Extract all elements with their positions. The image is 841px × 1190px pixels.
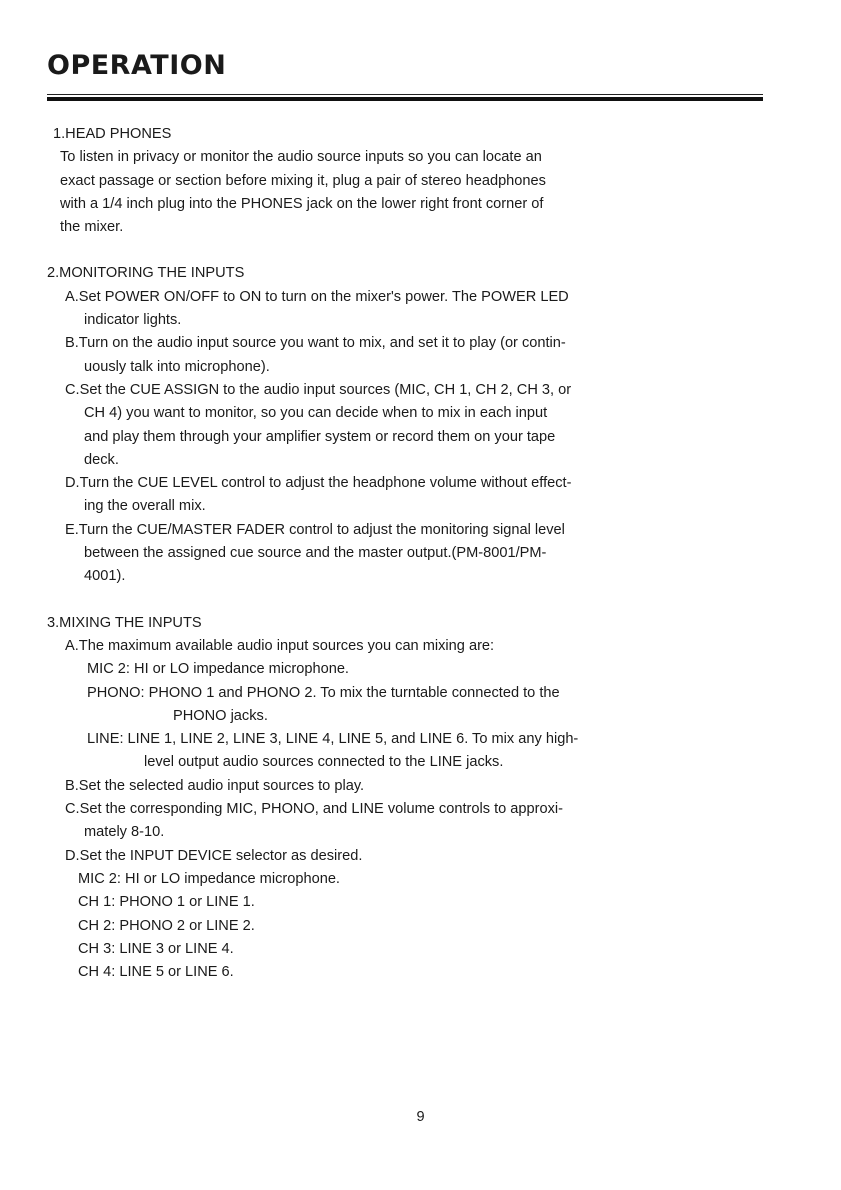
section-3-heading: 3.MIXING THE INPUTS [47, 614, 202, 631]
section-1-line: exact passage or section before mixing it, plug a pair of stereo headphones [60, 172, 546, 189]
section-2-item-a: A.Set POWER ON/OFF to ON to turn on the mixer's power. The POWER LED [65, 288, 569, 305]
section-1-heading: 1.HEAD PHONES [53, 126, 172, 142]
section-2-item-c-cont: deck. [84, 451, 119, 468]
page-title: OPERATION [47, 50, 227, 81]
section-3-item-a-phono-cont: PHONO jacks. [173, 707, 268, 724]
section-2-item-b: B.Turn on the audio input source you want to mix, and set it to play (or contin- [65, 335, 566, 352]
section-2-item-b-cont: uously talk into microphone). [84, 358, 270, 375]
section-2-item-c-cont: CH 4) you want to monitor, so you can decide when to mix in each input [84, 405, 548, 422]
section-3-item-c-cont: mately 8-10. [84, 824, 165, 841]
section-3-item-c: C.Set the corresponding MIC, PHONO, and LINE volume controls to approxi- [65, 801, 564, 818]
section-2-item-e-cont: 4001). [84, 568, 126, 585]
section-3-device-item: CH 4: LINE 5 or LINE 6. [78, 964, 234, 981]
title-rule-thin [47, 94, 763, 95]
section-3-item-a-line: LINE: LINE 1, LINE 2, LINE 3, LINE 4, LINE 5, and LINE 6. To mix any high- [87, 731, 579, 748]
section-1-line: with a 1/4 inch plug into the PHONES jack on the lower right front corner of [60, 195, 544, 212]
section-2-item-d-cont: ing the overall mix. [84, 498, 206, 515]
section-3-device-item: CH 2: PHONO 2 or LINE 2. [78, 917, 255, 934]
section-2-item-c-cont: and play them through your amplifier system or record them on your tape [84, 428, 556, 445]
section-3-item-a-phono: PHONO: PHONO 1 and PHONO 2. To mix the turntable connected to the [87, 684, 560, 701]
title-rule-thick [47, 97, 763, 101]
section-2-heading: 2.MONITORING THE INPUTS [47, 265, 245, 282]
section-2-item-e: E.Turn the CUE/MASTER FADER control to adjust the monitoring signal level [65, 521, 565, 538]
section-3-device-item: MIC 2: HI or LO impedance microphone. [78, 870, 340, 887]
page-number: 9 [416, 1109, 425, 1125]
section-3-item-d: D.Set the INPUT DEVICE selector as desired. [65, 847, 363, 864]
section-2-item-c: C.Set the CUE ASSIGN to the audio input sources (MIC, CH 1, CH 2, CH 3, or [65, 381, 572, 398]
section-2-item-a-cont: indicator lights. [84, 312, 182, 329]
section-3-item-a-mic: MIC 2: HI or LO impedance microphone. [87, 661, 349, 678]
section-3-item-b: B.Set the selected audio input sources to play. [65, 777, 365, 794]
document-body [47, 123, 777, 984]
section-3-device-item: CH 3: LINE 3 or LINE 4. [78, 940, 234, 957]
section-3-device-item: CH 1: PHONO 1 or LINE 1. [78, 894, 255, 911]
section-1-line: To listen in privacy or monitor the audio source inputs so you can locate an [60, 149, 542, 166]
section-2-item-e-cont: between the assigned cue source and the master output.(PM-8001/PM- [84, 545, 547, 562]
section-3-item-a: A.The maximum available audio input sources you can mixing are: [65, 637, 495, 654]
section-2-item-d: D.Turn the CUE LEVEL control to adjust the headphone volume without effect- [65, 475, 572, 492]
section-3-item-a-line-cont: level output audio sources connected to the LINE jacks. [144, 754, 504, 771]
section-1-line: the mixer. [60, 219, 124, 236]
